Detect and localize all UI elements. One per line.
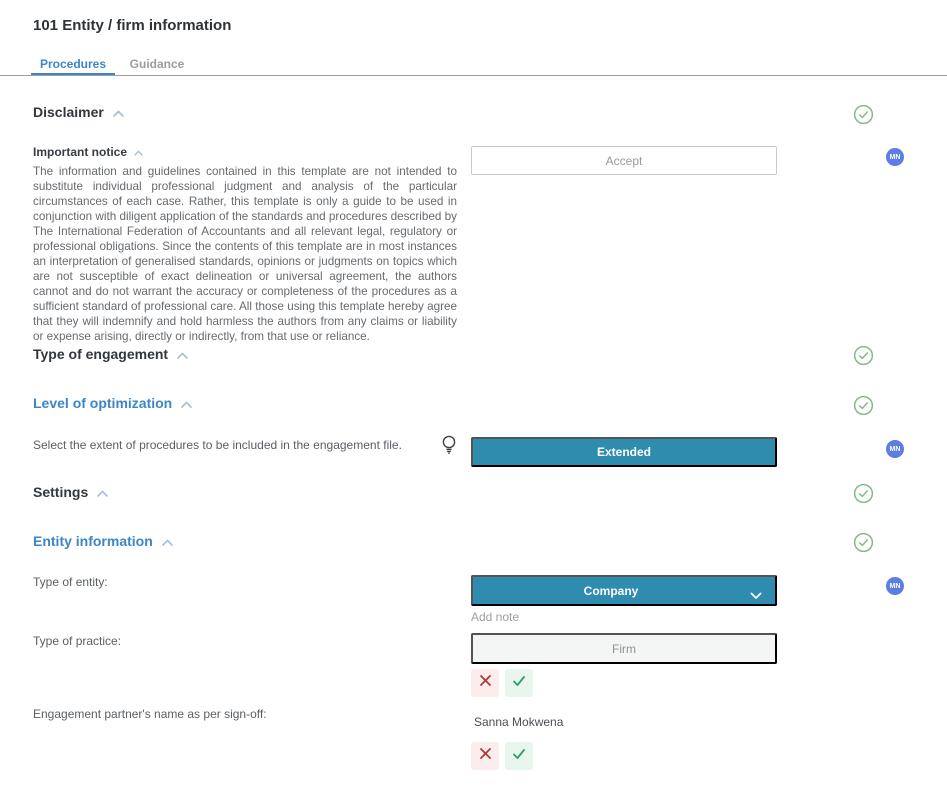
chevron-up-icon: [97, 484, 108, 500]
approve-button[interactable]: [505, 669, 533, 697]
avatar-initials: MN: [889, 153, 901, 161]
important-notice-header[interactable]: [33, 145, 143, 159]
avatar-initials: MN: [889, 445, 901, 453]
signoff-status-icon[interactable]: [853, 483, 874, 504]
section-title: Type of engagement: [33, 346, 169, 362]
type-of-practice-value-button[interactable]: Firm: [471, 633, 777, 664]
chevron-up-icon: [181, 395, 192, 411]
section-header-type-of-engagement[interactable]: [33, 346, 188, 362]
section-title: Entity information: [33, 533, 153, 549]
approve-button[interactable]: [505, 742, 533, 770]
tab-procedures[interactable]: Procedures: [39, 57, 107, 71]
avatar[interactable]: [886, 440, 904, 458]
signoff-status-icon[interactable]: [853, 395, 874, 416]
x-icon: [479, 747, 492, 765]
header-divider: [0, 75, 947, 76]
tab-guidance[interactable]: Guidance: [129, 57, 185, 71]
type-of-entity-label: Type of entity:: [33, 575, 108, 589]
engagement-partner-value[interactable]: Sanna Mokwena: [474, 715, 564, 729]
dropdown-value: Company: [583, 583, 639, 598]
type-of-practice-label: Type of practice:: [33, 634, 122, 648]
chevron-down-icon: [750, 589, 762, 603]
reject-button[interactable]: [471, 669, 499, 697]
chevron-up-icon: [113, 104, 124, 120]
accept-button[interactable]: Accept: [471, 146, 777, 175]
add-note-link[interactable]: Add note: [471, 610, 520, 624]
avatar-initials: MN: [889, 582, 901, 590]
signoff-status-icon[interactable]: [853, 345, 874, 366]
type-of-entity-dropdown[interactable]: [471, 575, 777, 606]
disclaimer-body-text: The information and guidelines contained in this template are not intended to substitute individual professional judgment and analysis of the particular circumstances of each case. Rather, this template is only a guide to be used in conjunction with diligent application of the standards and procedures described by The International Federation of Accountants and all relevant legal, regulatory or professional obligations. Since the contents of this template are in most instances an interpretation of generalised standards, opinions or judgments on topics which are not susceptible of exact delineation or universal agreement, the authors cannot and do not warrant the accuracy or completeness of the procedures as a sufficient standard of professional care. All those using this template hereby agree that they will indemnify and hold harmless the authors from any claims or liability or expense arising, directly or indirectly, from that use or reliance.: [33, 165, 457, 343]
avatar[interactable]: [886, 577, 904, 595]
section-title: Level of optimization: [33, 395, 173, 411]
check-icon: [512, 674, 526, 692]
section-header-entity-information[interactable]: [33, 533, 173, 549]
avatar[interactable]: [886, 148, 904, 166]
section-header-level-of-optimization[interactable]: [33, 395, 192, 411]
section-header-disclaimer[interactable]: [33, 104, 124, 120]
optimization-prompt-label: Select the extent of procedures to be included in the engagement file.: [33, 438, 402, 452]
reject-button[interactable]: [471, 742, 499, 770]
section-header-settings[interactable]: [33, 484, 108, 500]
optimization-extended-button[interactable]: Extended: [471, 437, 777, 467]
chevron-up-icon: [162, 533, 173, 549]
engagement-partner-label: Engagement partner's name as per sign-off:: [33, 707, 267, 721]
section-title: Settings: [33, 484, 89, 500]
check-icon: [512, 747, 526, 765]
page-title: 101 Entity / firm information: [33, 17, 232, 34]
x-icon: [479, 674, 492, 692]
chevron-up-icon: [177, 346, 188, 362]
signoff-status-icon[interactable]: [853, 532, 874, 553]
lightbulb-icon[interactable]: [441, 434, 457, 461]
signoff-status-icon[interactable]: [853, 104, 874, 125]
chevron-up-icon: [134, 145, 143, 159]
section-title: Disclaimer: [33, 104, 104, 120]
important-notice-title: Important notice: [33, 145, 128, 159]
